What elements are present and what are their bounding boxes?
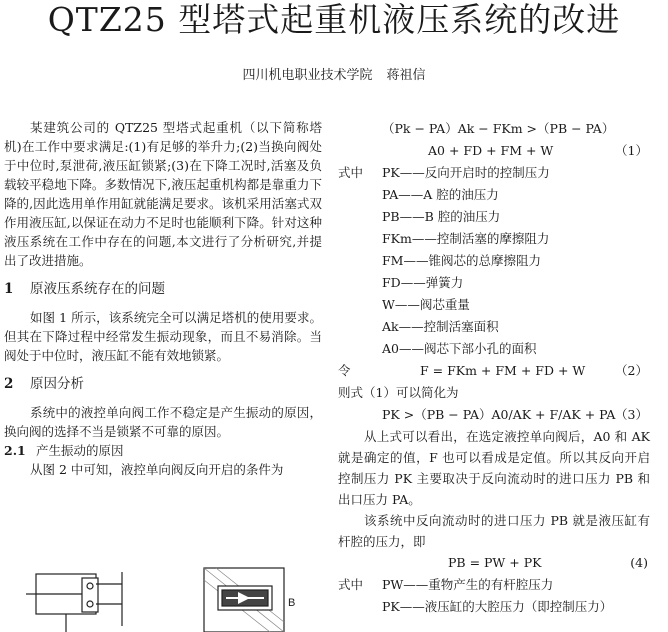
- section-1-number: 1: [4, 281, 14, 297]
- definition-item: FM——锥阀芯的总摩擦阻力: [382, 253, 541, 268]
- equation-3-number: （3）: [615, 407, 648, 422]
- section-2-heading: [4, 375, 322, 394]
- definition-item: A0——阀芯下部小孔的面积: [382, 341, 537, 356]
- affiliation: 四川机电职业技术学院: [242, 68, 373, 83]
- equation-2-number: （2）: [615, 363, 648, 378]
- left-column: [4, 118, 322, 479]
- section-2-title: 原因分析: [30, 376, 84, 392]
- equation-2: [338, 360, 650, 382]
- equation-3: [338, 404, 650, 426]
- where-label: 式中: [338, 165, 364, 180]
- equation-1-bottom-text: A0 + FD + FM + W: [428, 143, 554, 158]
- definitions-list-2: [338, 574, 650, 618]
- definition-item: Ak——控制活塞面积: [382, 319, 499, 334]
- section-2-1-number: 2.1: [4, 443, 26, 458]
- definition-item: PK——液压缸的大腔压力（即控制压力）: [382, 599, 613, 614]
- equation-1-number: （1）: [615, 143, 648, 158]
- author-line: [0, 64, 668, 83]
- equation-4: [338, 552, 650, 574]
- section-2-1-paragraph: 从图 2 中可知，液控单向阀反向开启的条件为: [30, 462, 284, 477]
- where-label-2: 式中: [338, 577, 364, 592]
- analysis-paragraph: 从上式可以看出，在选定液控单向阀后，A0 和 AK 就是确定的值，F 也可以看成是定值。所以其反向开启控制压力 PK 主要取决于反向流动时的进口压力 PB 和出口压力 PA。: [338, 429, 650, 507]
- author-name: 蒋祖信: [386, 68, 426, 83]
- equation-3-text: PK >（PB − PA）A0/AK + F/AK + PA: [382, 407, 616, 422]
- definition-item: FD——弹簧力: [382, 275, 464, 290]
- equation-4-text: PB = PW + PK: [448, 555, 542, 570]
- simplify-line: 则式（1）可以简化为: [338, 385, 459, 400]
- section-2-number: 2: [4, 376, 14, 392]
- section-1-heading: [4, 280, 322, 299]
- right-column: [338, 118, 650, 618]
- equation-2-text: F = FKm + FM + FD + W: [420, 363, 586, 378]
- equation-1-bottom: [338, 140, 650, 162]
- pressure-paragraph: 该系统中反向流动时的进口压力 PB 就是液压缸有杆腔的压力，即: [338, 513, 650, 549]
- section-1-paragraph: 如图 1 所示，该系统完全可以满足塔机的使用要求。但其在下降过程中经常发生振动现象，而且不易消除。当阀处于中位时，液压缸不能有效地锁紧。: [4, 310, 322, 363]
- section-2-1-heading: [4, 441, 322, 460]
- section-1-title: 原液压系统存在的问题: [30, 281, 165, 297]
- hydraulic-figure: [26, 566, 306, 632]
- definition-item: PA——A 腔的油压力: [382, 187, 499, 202]
- equation-4-number: (4): [630, 555, 648, 570]
- definitions-list-1: [338, 162, 650, 360]
- figure-2-valve: [204, 568, 284, 632]
- definition-item: PB——B 腔的油压力: [382, 209, 501, 224]
- section-2-paragraph: 系统中的液控单向阀工作不稳定是产生振动的原因，换向阀的选择不当是锁紧不可靠的原因。: [4, 405, 322, 439]
- equation-1-top: [338, 118, 650, 140]
- definition-item: 式中 PW——重物产生的有杆腔压力: [338, 574, 650, 596]
- article-title: QTZ25 型塔式起重机液压系统的改进: [47, 0, 621, 39]
- definition-item: W——阀芯重量: [382, 297, 470, 312]
- let-label: 令: [338, 363, 351, 378]
- figure-port-label: B: [288, 597, 296, 609]
- figure-1-schematic: [26, 572, 122, 632]
- intro-paragraph: 某建筑公司的 QTZ25 型塔式起重机（以下简称塔机)在工作中要求满足:(1)有足够的举升力;(2)当换向阀处于中位时,泵泄荷,液压缸锁紧;(3)在下降工况时,活塞及负载较平稳地下降。多数情况下,液压起重机构都是靠重力下降的,因此选用单作用缸就能满足要求。该机采用活塞式双作用液压缸,以保证在动力不足时也能顺利下降。针对这种液压系统在工作中存在的问题,本文进行了分析研究,并提出了改进措施。: [4, 120, 322, 268]
- section-2-1-title: 产生振动的原因: [36, 443, 124, 458]
- equation-1-top-text: （Pk − PA）Ak − FKm >（PB − PA）: [382, 121, 615, 136]
- definition-item: 式中 PK——反向开启时的控制压力: [338, 162, 650, 184]
- definition-item: FKm——控制活塞的摩擦阻力: [382, 231, 550, 246]
